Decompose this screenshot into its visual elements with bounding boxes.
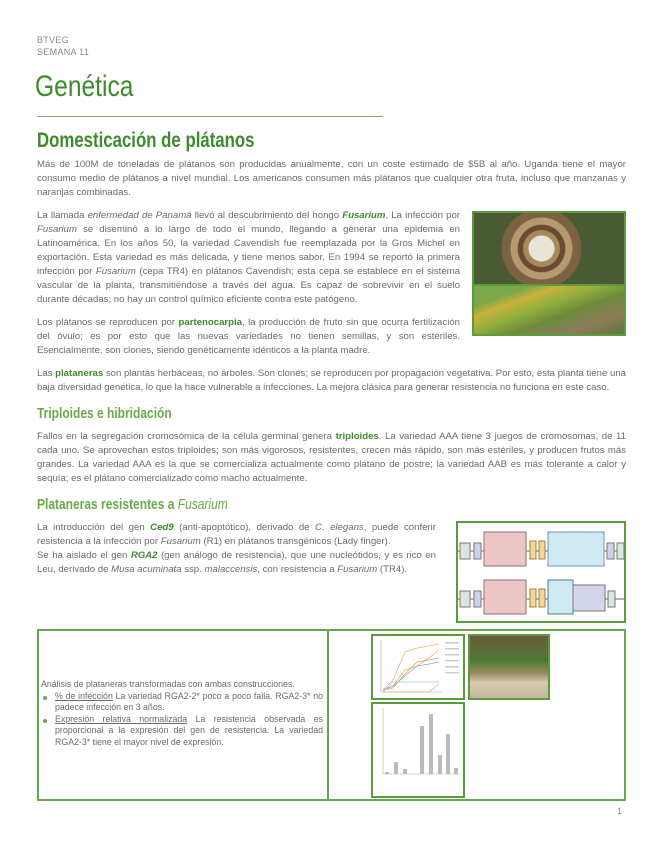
section-heading-domestication: Domesticación de plátanos <box>37 129 255 152</box>
infection-line-chart-figure <box>371 634 465 700</box>
analysis-box <box>37 629 626 801</box>
infected-banana-leaf-image <box>472 284 626 336</box>
analysis-item-infection: % de infección La variedad RGA2-2* poco a poco falla. RGA2-3* no padece infección en 3 años. <box>41 691 323 714</box>
title-divider <box>37 116 383 117</box>
paragraph-ced9: La introducción del gen Ced9 (anti-apoptótico), derivado de C. elegans, puede conferir resistencia a la infección por Fusarium (R1) en plátanos transgénicos (Lady finger). <box>37 522 437 547</box>
paragraph-triploids: Fallos en la segregación cromosómica de la célula germinal genera triploides. La variedad AAA tiene 3 juegos de cromosomas, de 11 cada uno. Se aprovechan estos triploides; son más vigorosos, resistentes, crecen más rápido, son más estériles, y producen frutos más grandes. La variedad AAA es la que se comercializa actualmente como plátano de postre; la variedad AAB es más tolerante a calor y sequía; es el plátano comercializado como macho actualmente. <box>37 431 626 484</box>
banana-plant-photos <box>468 634 550 700</box>
page-number: 1 <box>617 806 623 816</box>
construct-rga2 <box>458 580 624 614</box>
paragraph-rga2: Se ha aislado el gen RGA2 (gen análogo de resistencia), que une nucleótidos, y es rico en Leu, derivado de Musa acuminata ssp. malaccensis, con resistencia a Fusarium (TR4). <box>37 550 437 575</box>
expression-bar-chart-figure <box>371 702 465 798</box>
analysis-intro: Análisis de plataneras transformadas con ambas construcciones. <box>41 679 295 689</box>
analysis-box-divider <box>327 631 329 799</box>
section-heading-triploids: Triploides e hibridación <box>37 405 172 422</box>
paragraph-production: Más de 100M de toneladas de plátanos son producidas anualmente, con un coste estimado de $5B al año. Uganda tiene el mayor consumo medio de plátanos a nivel mundial. Los americanos consumen más plátanos que cualquier otra fruta, incluso que manzanas y naranjas combinadas. <box>37 159 626 198</box>
course-label: BTVEG <box>37 35 70 45</box>
fusarium-stem-cross-section-image <box>472 211 626 286</box>
page-title: Genética <box>35 70 134 103</box>
paragraph-plataneras: Las plataneras son plantas herbáceas, no árboles. Son clones; se reproducen por propagación vegetativa. Por esto, esta planta tiene una baja diversidad genética, lo que la hace vulnerable a infecciones. La mejora clásica para generar resistencia no funciona en este caso. <box>37 368 626 393</box>
fusarium-images <box>472 211 626 336</box>
paragraph-parthenocarpy: Los plátanos se reproducen por partenocarpia, la producción de fruto sin que ocurra fertilización del óvulo; es por esto que las nuevas variedades no tienen semillas, y son estériles. Esencialmente, son clones, siendo genéticamente idénticos a la planta madre. <box>37 317 460 356</box>
page-content <box>37 128 626 801</box>
paragraph-panama-disease: La llamada enfermedad de Panamá llevó al descubrimiento del hongo Fusarium. La infección por Fusarium se diseminó a lo largo de todo el mundo, llegando a generar una epidemia en Latinoamérica. En los años 50, la variedad Cavendish fue reemplazada por la Gros Michel en exportación. Esta variedad es más delicada, y tiene menos sabor. En 1994 se reportó la primera infección por Fusarium (cepa TR4) en plátanos Cavendish; esta cepa se establece en el sistema vascular de la planta, transmitiéndose a través del agua. Es capaz de sobrevivir en el suelo durante décadas; no hay un control químico eficiente contra este patógeno. <box>37 210 460 305</box>
section-heading-resistant: Plataneras resistentes a Fusarium <box>37 496 228 513</box>
week-label: SEMANA 11 <box>37 47 90 57</box>
gene-construct-diagram <box>456 521 626 623</box>
analysis-item-expression: Expresión relativa normalizada La resistencia observada es proporcional a la expresión del gen de resistencia. La variedad RGA2-3* tiene el mayor nivel de expresión. <box>41 714 323 749</box>
analysis-text <box>41 679 323 748</box>
construct-ced9 <box>458 532 624 566</box>
